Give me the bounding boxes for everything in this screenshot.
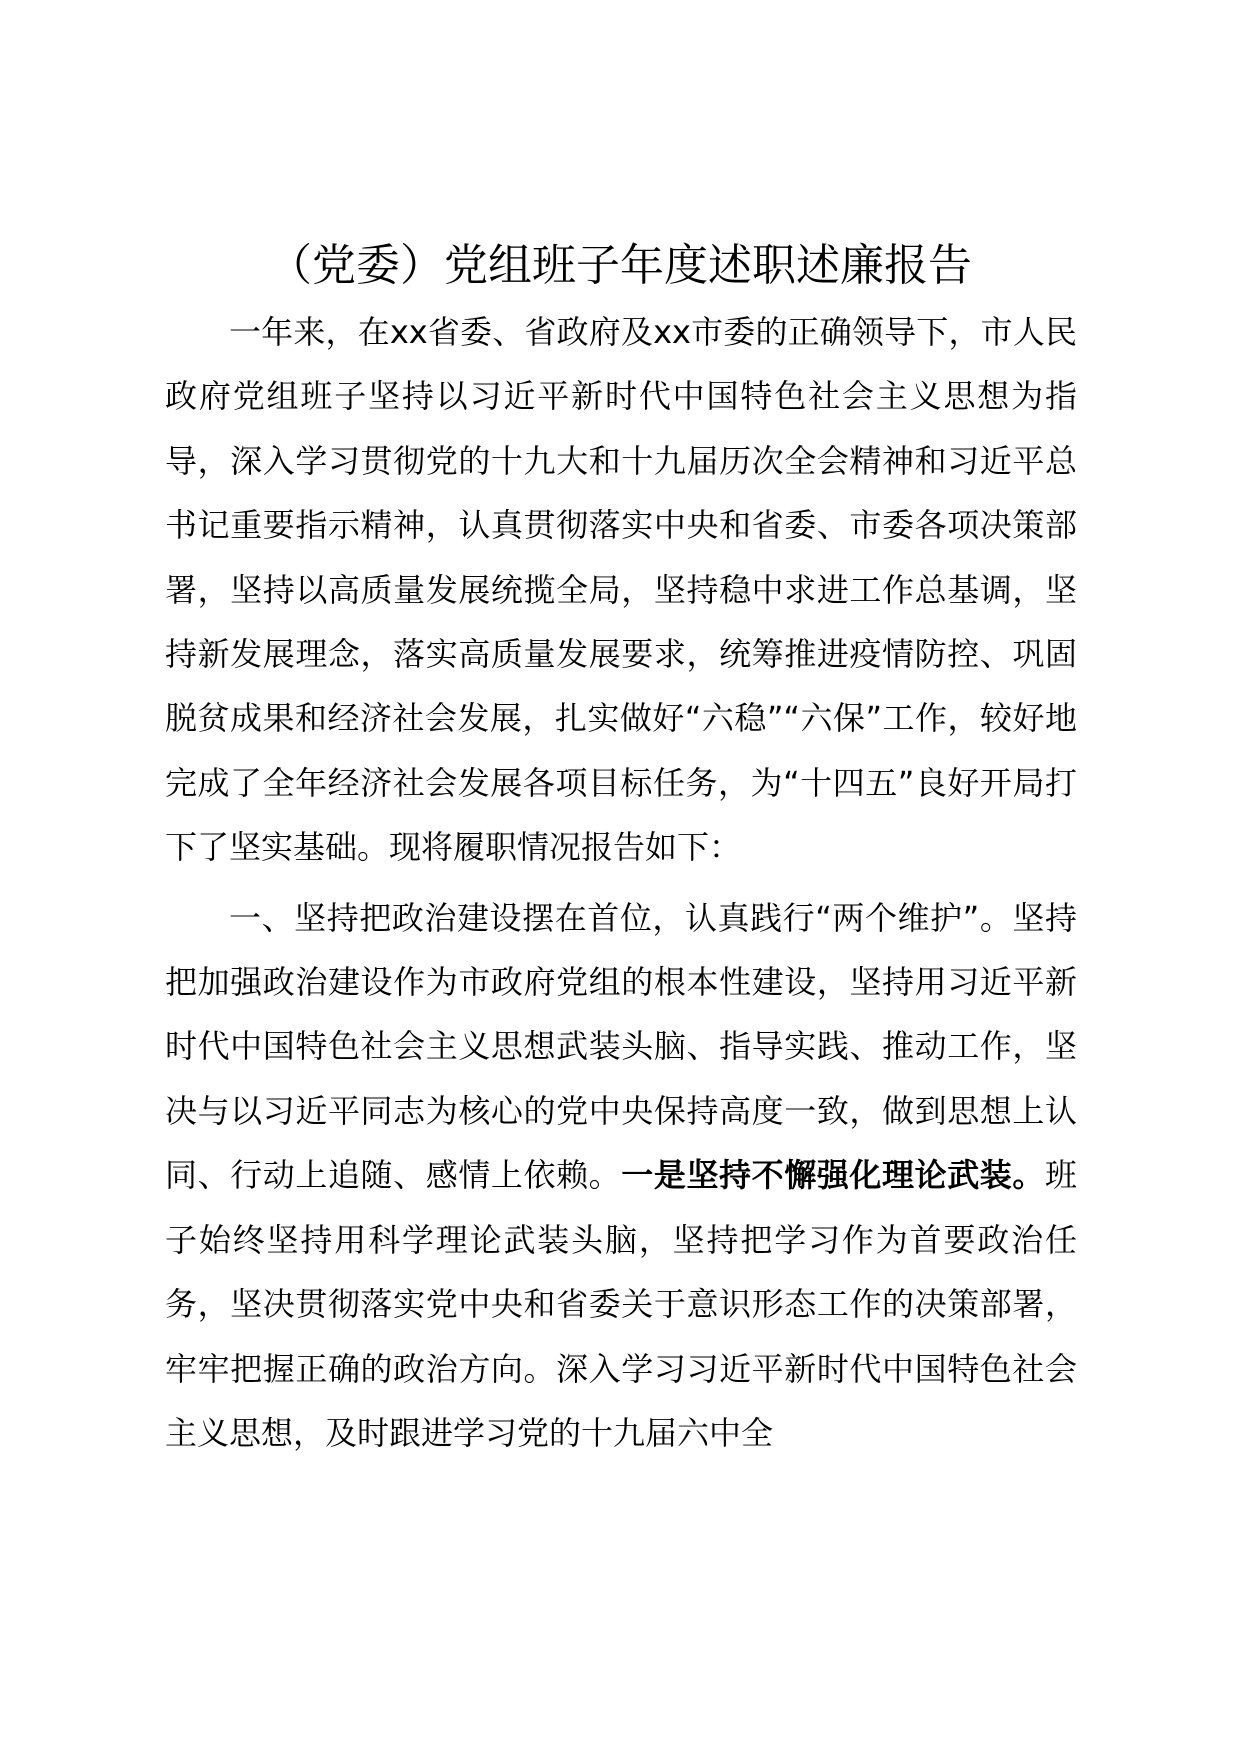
- section-one-text-1: 坚持把加强政治建设作为市政府党组的根本性建设，坚持用习近平新时代中国特色社会主义思想武装头脑、指导实践、推动工作，坚决与以习近平同志为核心的党中央保持高度一致，做到思想上认同、行动上追随、感情上依赖。: [165, 898, 1077, 1195]
- paragraph-intro: 一年来，在xx省委、省政府及xx市委的正确领导下，市人民政府党组班子坚持以习近平新时代中国特色社会主义思想为指导，深入学习贯彻党的十九大和十九届历次全会精神和习近平总书记重要指示精神，认真贯彻落实中央和省委、市委各项决策部署，坚持以高质量发展统揽全局，坚持稳中求进工作总基调，坚持新发展理念，落实高质量发展要求，统筹推进疫情防控、巩固脱贫成果和经济社会发展，扎实做好“六稳”“六保”工作，较好地完成了全年经济社会发展各项目标任务，为“十四五”良好开局打下了坚实基础。现将履职情况报告如下：: [165, 313, 1077, 867]
- paragraph-section-one: [165, 886, 1077, 1466]
- section-one-heading: 一、坚持把政治建设摆在首位，认真践行“两个维护”。: [229, 898, 1013, 937]
- document-title: （党委）党组班子年度述职述廉报告: [268, 240, 972, 291]
- section-one-text-2: 班子始终坚持用科学理论武装头脑，坚持把学习作为首要政治任务，坚决贯彻落实党中央和省委关于意识形态工作的决策部署，牢牢把握正确的政治方向。深入学习习近平新时代中国特色社会主义思想，及时跟进学习党的十九届六中全: [165, 1156, 1077, 1452]
- document-body: [165, 300, 1077, 1465]
- section-one-bold-phrase: 一是坚持不懈强化理论武装。: [621, 1156, 1045, 1195]
